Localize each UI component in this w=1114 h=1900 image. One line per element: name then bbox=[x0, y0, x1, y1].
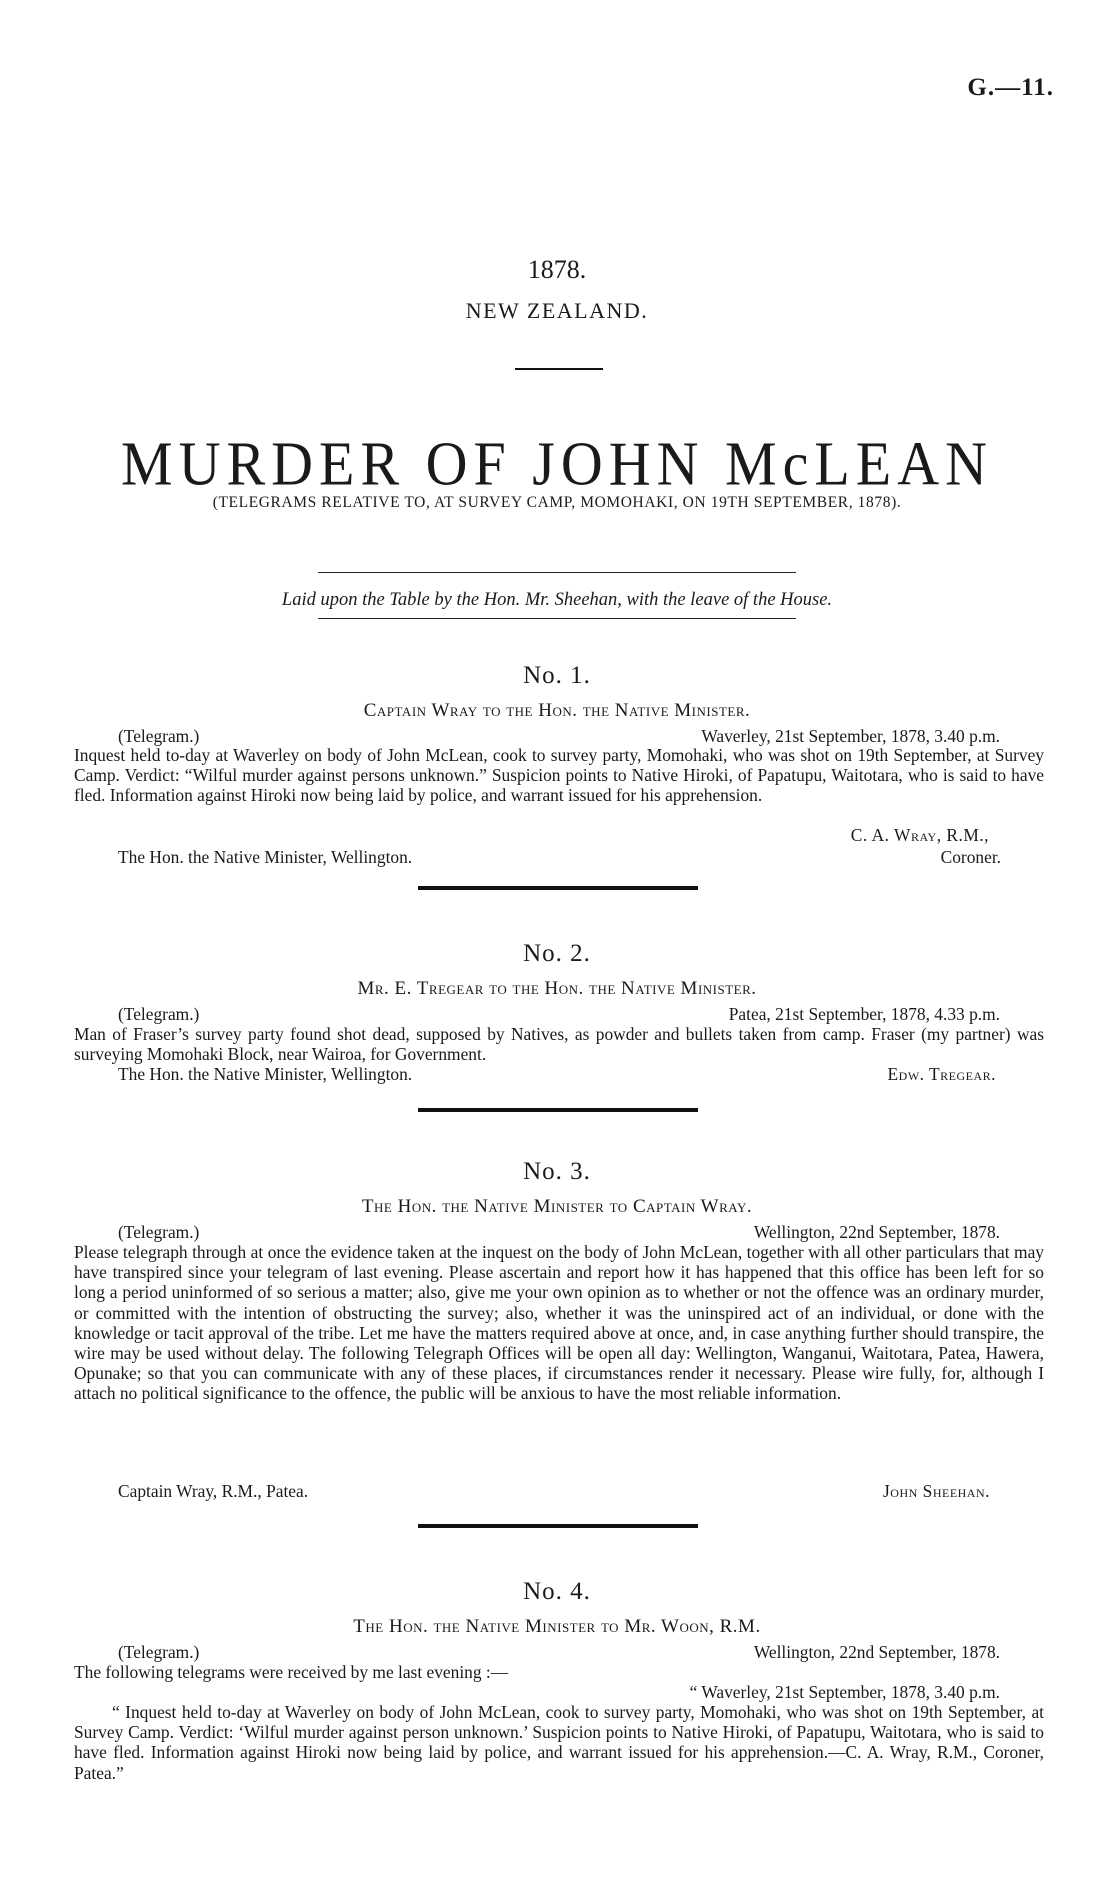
country: NEW ZEALAND. bbox=[465, 298, 649, 323]
section-divider bbox=[418, 1108, 698, 1112]
item-heading: Mr. E. Tregear to the Hon. the Native Minister. bbox=[357, 978, 757, 999]
signature: John Sheehan. bbox=[883, 1481, 990, 1501]
item-heading: The Hon. the Native Minister to Captain Wray. bbox=[361, 1196, 753, 1217]
note-top-rule bbox=[318, 572, 796, 573]
item-heading: The Hon. the Native Minister to Mr. Woon, R.M. bbox=[353, 1616, 761, 1637]
item-number: No. 4. bbox=[523, 1578, 591, 1605]
telegram-label: (Telegram.) bbox=[118, 726, 200, 746]
page-title: MURDER OF JOHN McLEAN bbox=[121, 428, 993, 499]
note-bottom-rule bbox=[318, 618, 796, 619]
page-code: G.—11. bbox=[967, 74, 1054, 101]
item-body: “ Inquest held to-day at Waverley on body of John McLean, cook to survey party, Momohaki, who was shot on 19th September, at Survey Camp. Verdict: ‘Wilful murder against person unknown.’ Suspicion points to Native Hiroki, of Papatupu, Waitotara, who is said to have fled. Information against Hiroki now being laid by police, and warrant issued for his apprehension.—C. A. Wray, R.M., Coroner, Patea.” bbox=[74, 1702, 1044, 1783]
intro-line: The following telegrams were received by me last evening :— bbox=[74, 1662, 509, 1682]
signature: Edw. Tregear. bbox=[887, 1064, 996, 1084]
addressee: The Hon. the Native Minister, Wellington. bbox=[118, 1064, 413, 1084]
addressee: Captain Wray, R.M., Patea. bbox=[118, 1481, 309, 1501]
place-date: Wellington, 22nd September, 1878. bbox=[753, 1222, 1000, 1242]
item-number: No. 1. bbox=[523, 662, 591, 689]
telegram-label: (Telegram.) bbox=[118, 1004, 200, 1024]
item-body: Man of Fraser’s survey party found shot dead, supposed by Natives, as powder and bullets taken from camp. Fraser (my partner) was surveying Momohaki Block, near Wairoa, for Government. bbox=[74, 1024, 1044, 1065]
telegram-label: (Telegram.) bbox=[118, 1642, 200, 1662]
laid-note: Laid upon the Table by the Hon. Mr. Sheehan, with the leave of the House. bbox=[281, 590, 833, 610]
item-heading: Captain Wray to the Hon. the Native Minister. bbox=[363, 700, 751, 721]
telegram-label: (Telegram.) bbox=[118, 1222, 200, 1242]
place-date: Wellington, 22nd September, 1878. bbox=[753, 1642, 1000, 1662]
place-date: Waverley, 21st September, 1878, 3.40 p.m. bbox=[701, 726, 1000, 746]
section-divider bbox=[418, 886, 698, 890]
quote-date: “ Waverley, 21st September, 1878, 3.40 p.m. bbox=[689, 1682, 1000, 1702]
item-number: No. 3. bbox=[523, 1158, 591, 1185]
item-number: No. 2. bbox=[523, 940, 591, 967]
signature: C. A. Wray, R.M., bbox=[850, 825, 989, 845]
place-date: Patea, 21st September, 1878, 4.33 p.m. bbox=[728, 1004, 1000, 1024]
item-body: Please telegraph through at once the evidence taken at the inquest on the body of John McLean, together with all other particulars that may have transpired since your telegram of last evening. Please ascertain and report how it has happened that this office has been left for so long a period uninformed of so serious a matter; also, give me your own opinion as to whether or not the offence was an ordinary murder, or committed with the intention of obstructing the survey; also, whether it was the uninspired act of an individual, or done with the knowledge or tacit approval of the tribe. Let me have the matters required above at once, and, in case anything further should transpire, the wire may be used without delay. The following Telegraph Offices will be open all day: Wellington, Wanganui, Waitotara, Patea, Hawera, Opunake; so that you can communicate with any of these places, if circumstances render it necessary. Please wire fully, for, although I attach no political significance to the offence, the public will be anxious to have the most reliable information. bbox=[74, 1242, 1044, 1404]
page-subtitle: (TELEGRAMS RELATIVE TO, AT SURVEY CAMP, MOMOHAKI, ON 19TH SEPTEMBER, 1878). bbox=[212, 494, 902, 511]
addressee: The Hon. the Native Minister, Wellington. bbox=[118, 847, 413, 867]
section-divider bbox=[418, 1524, 698, 1528]
year: 1878. bbox=[527, 255, 587, 284]
item-body: Inquest held to-day at Waverley on body of John McLean, cook to survey party, Momohaki, who was shot on 19th September, at Survey Camp. Verdict: “Wilful murder against persons unknown.” Suspicion points to Native Hiroki, of Papatupu, Waitotara, who is said to have fled. Information against Hiroki now being laid by police, and warrant issued for his apprehension. bbox=[74, 745, 1044, 806]
signatory-title: Coroner. bbox=[940, 847, 1001, 867]
title-divider bbox=[515, 368, 603, 370]
